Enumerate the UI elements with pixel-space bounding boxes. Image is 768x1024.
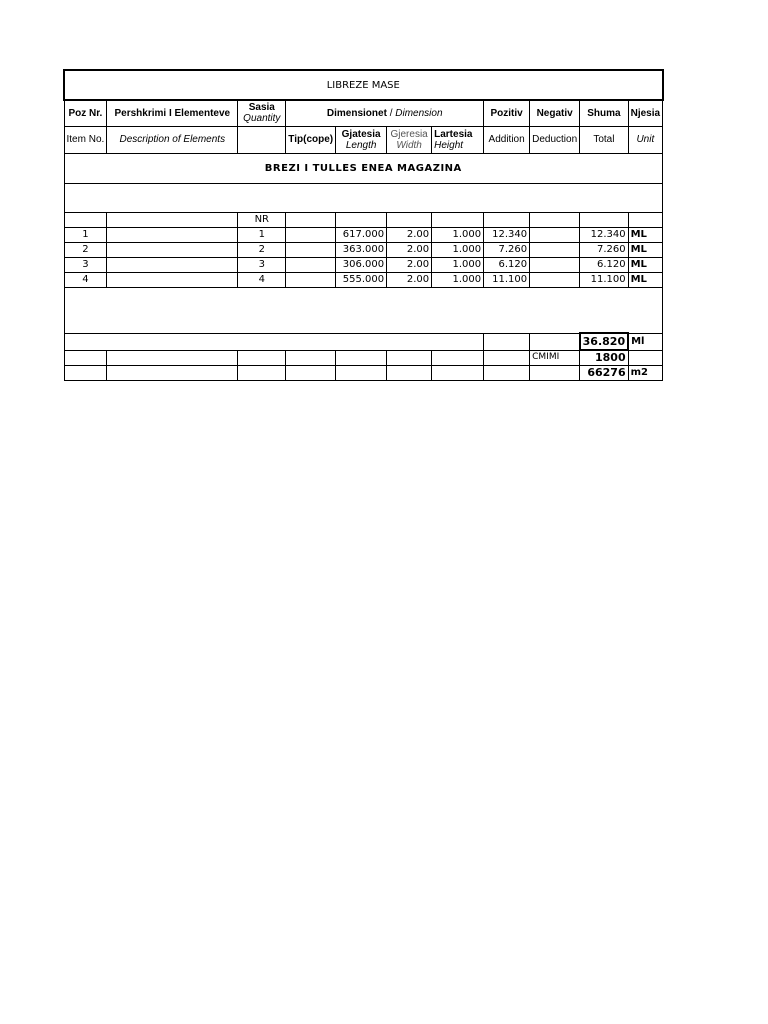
table-row <box>64 242 663 257</box>
section-row <box>64 153 663 183</box>
height-label: Height <box>434 139 464 151</box>
col-header-poz: Poz Nr. <box>64 100 107 126</box>
sheet-title: LIBREZE MASE <box>64 70 663 100</box>
blank-row-large <box>64 287 663 333</box>
row-total: 12.340 <box>580 227 628 242</box>
measurement-sheet <box>63 69 664 381</box>
row-height: 1.000 <box>432 227 484 242</box>
col-header-total: Total <box>580 126 628 153</box>
row-addition: 11.100 <box>484 272 530 287</box>
col-header-lartesia <box>432 126 484 153</box>
row-addition: 7.260 <box>484 242 530 257</box>
row-height: 1.000 <box>432 257 484 272</box>
row-item-no: 4 <box>64 272 107 287</box>
col-header-item-no: Item No. <box>64 126 107 153</box>
gjatesia-label: Gjatesia <box>341 128 381 140</box>
row-unit: ML <box>628 272 662 287</box>
grand-total: 66276 <box>580 365 628 380</box>
row-width: 2.00 <box>387 257 432 272</box>
col-header-tip: Tip(cope) <box>286 126 336 153</box>
lartesia-label: Lartesia <box>434 128 473 140</box>
section-title: BREZI I TULLES ENEA MAGAZINA <box>64 153 663 183</box>
table-row <box>64 227 663 242</box>
row-length: 617.000 <box>336 227 387 242</box>
nr-row <box>64 212 663 227</box>
row-nr: 1 <box>238 227 286 242</box>
col-header-gjeresia <box>387 126 432 153</box>
row-unit: ML <box>628 257 662 272</box>
blank-cell <box>64 183 663 212</box>
row-width: 2.00 <box>387 272 432 287</box>
row-total: 6.120 <box>580 257 628 272</box>
row-total: 7.260 <box>580 242 628 257</box>
blank-cell <box>64 287 663 333</box>
length-label: Length <box>345 139 377 151</box>
col-header-sasia <box>238 100 286 126</box>
total-row <box>64 333 663 350</box>
sum-total-unit: Ml <box>628 333 662 350</box>
row-item-no: 2 <box>64 242 107 257</box>
cmimi-value: 1800 <box>580 350 628 365</box>
row-height: 1.000 <box>432 272 484 287</box>
row-nr: 2 <box>238 242 286 257</box>
grand-total-unit: m2 <box>628 365 662 380</box>
row-width: 2.00 <box>387 227 432 242</box>
sasia-label: Sasia <box>248 102 275 114</box>
row-item-no: 3 <box>64 257 107 272</box>
price-row <box>64 350 663 365</box>
row-unit: ML <box>628 227 662 242</box>
row-length: 306.000 <box>336 257 387 272</box>
row-height: 1.000 <box>432 242 484 257</box>
col-header-pozitiv: Pozitiv <box>484 100 530 126</box>
width-label: Width <box>396 139 422 151</box>
sum-total: 36.820 <box>580 333 628 350</box>
row-addition: 12.340 <box>484 227 530 242</box>
row-width: 2.00 <box>387 242 432 257</box>
col-header-pershkrimi: Pershkrimi I Elementeve <box>107 100 238 126</box>
row-nr: 3 <box>238 257 286 272</box>
cmimi-label: CMIMI <box>530 350 580 365</box>
row-nr: 4 <box>238 272 286 287</box>
col-header-njesia: Njesia <box>628 100 662 126</box>
col-header-description: Description of Elements <box>107 126 238 153</box>
header-row-1 <box>64 100 663 126</box>
col-header-shuma: Shuma <box>580 100 628 126</box>
row-length: 363.000 <box>336 242 387 257</box>
empty-cell <box>238 126 286 153</box>
grand-total-row <box>64 365 663 380</box>
nr-label: NR <box>238 212 286 227</box>
table-row <box>64 257 663 272</box>
col-header-dimensionet <box>286 100 484 126</box>
row-total: 11.100 <box>580 272 628 287</box>
dimensionet-label: Dimensionet <box>326 107 387 119</box>
row-addition: 6.120 <box>484 257 530 272</box>
table-row <box>64 272 663 287</box>
row-unit: ML <box>628 242 662 257</box>
row-item-no: 1 <box>64 227 107 242</box>
header-row-2 <box>64 126 663 153</box>
col-header-gjatesia <box>336 126 387 153</box>
dimension-separator: / <box>386 107 396 119</box>
gjeresia-label: Gjeresia <box>390 128 428 140</box>
blank-row <box>64 183 663 212</box>
quantity-label: Quantity <box>243 113 281 125</box>
col-header-negativ: Negativ <box>530 100 580 126</box>
col-header-unit: Unit <box>628 126 662 153</box>
col-header-addition: Addition <box>484 126 530 153</box>
dimension-label: Dimension <box>395 107 443 119</box>
row-length: 555.000 <box>336 272 387 287</box>
col-header-deduction: Deduction <box>530 126 580 153</box>
